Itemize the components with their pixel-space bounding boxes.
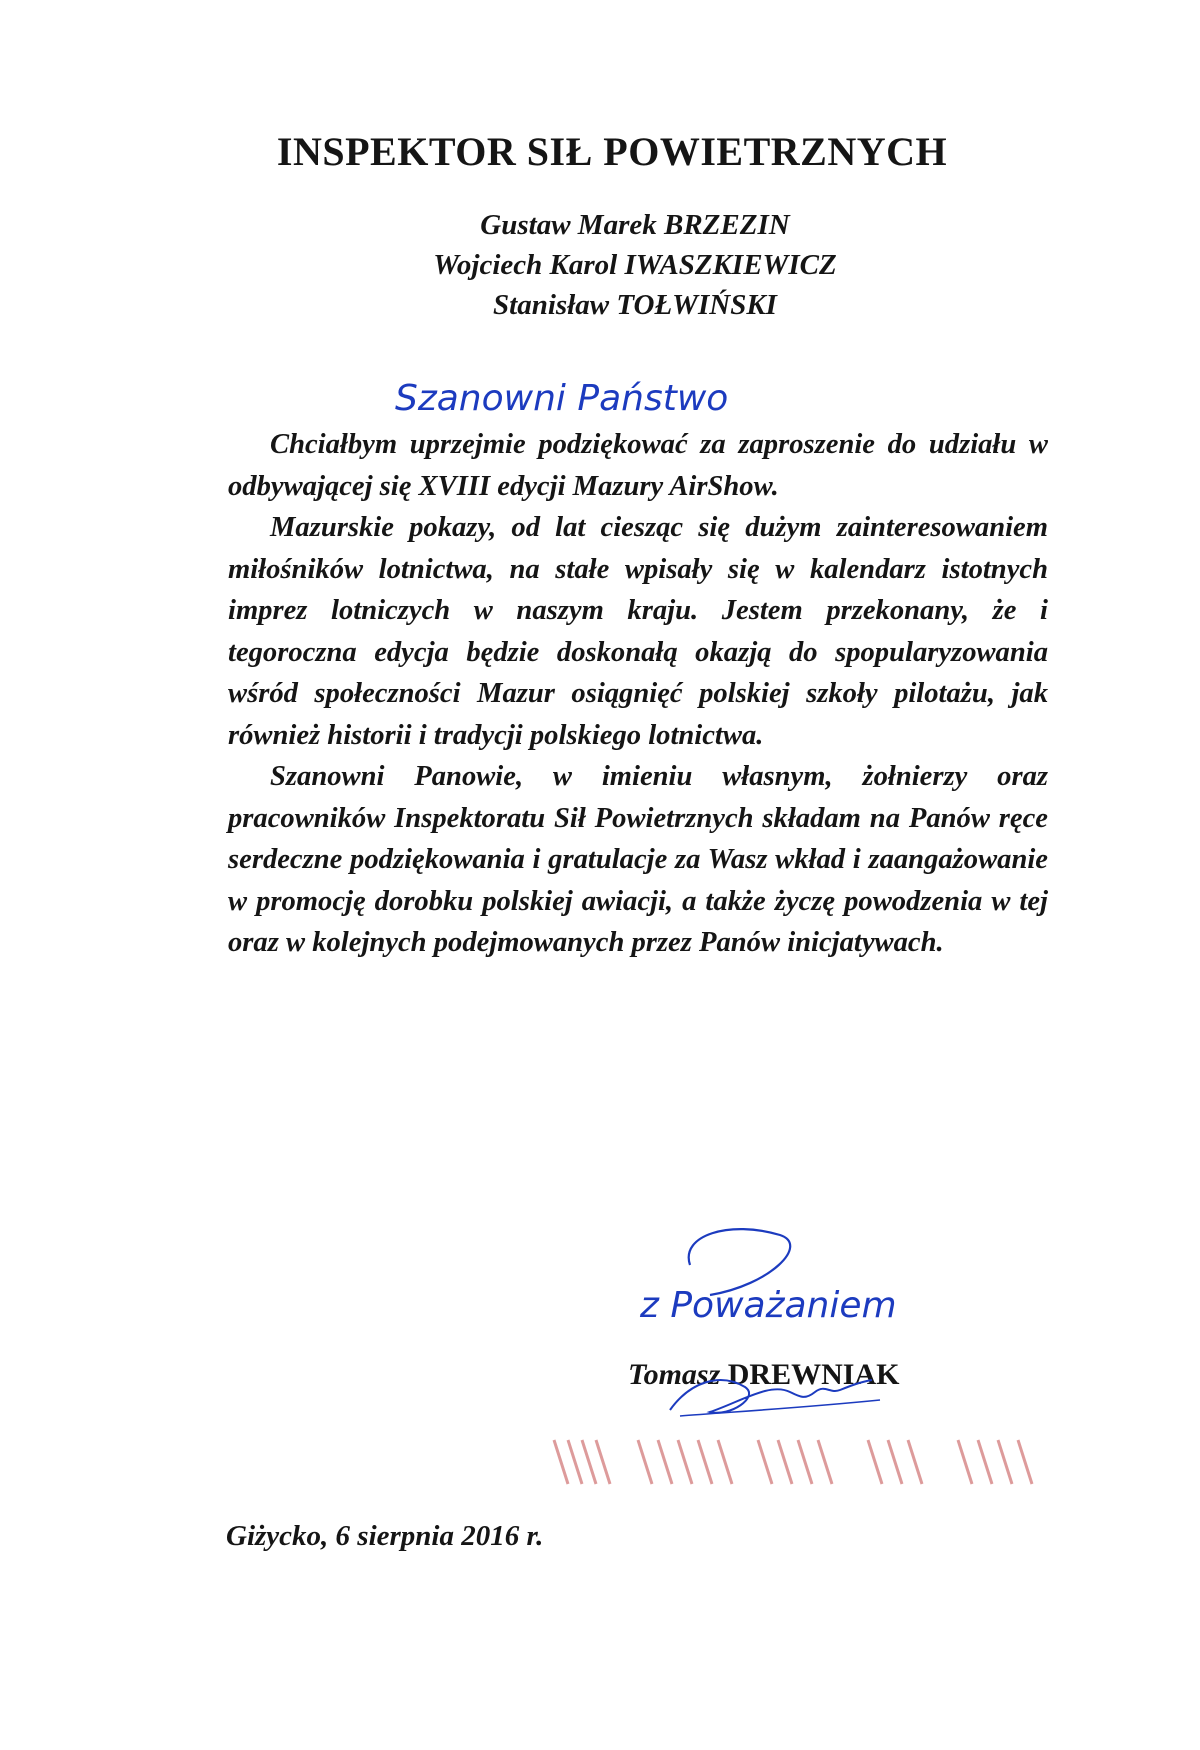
salutation-text: Szanowni Państwo (395, 378, 729, 419)
handwritten-signature (650, 1352, 910, 1432)
recipient-name: Wojciech Karol IWASZKIEWICZ (433, 249, 837, 281)
recipient-name: Stanisław TOŁWIŃSKI (493, 289, 777, 321)
signature-underline (680, 1400, 880, 1416)
letter-body (228, 424, 1048, 964)
body-paragraph: Szanowni Panowie, w imieniu własnym, żołnierzy oraz pracowników Inspektoratu Sił Powietrznych składam na Panów ręce serdeczne podziękowania i gratulacje za Wasz wkład i zaangażowanie w promocję dorobku polskiej awiacji, a także życzę powodzenia w tej oraz w kolejnych podejmowanych przez Panów inicjatywach. (228, 761, 1048, 958)
signer-first-name: Tomasz (628, 1358, 721, 1391)
body-paragraph: Chciałbym uprzejmie podziękować za zaproszenie do udziału w odbywającej się XVIII edycji Mazury AirShow. (228, 429, 1048, 502)
place-and-date: Giżycko, 6 sierpnia 2016 r. (226, 1520, 544, 1552)
letter-title: INSPEKTOR SIŁ POWIETRZNYCH (276, 129, 948, 174)
signer-surname: DREWNIAK (727, 1358, 900, 1391)
recipient-list (0, 205, 1200, 325)
handwritten-closing (620, 1225, 1040, 1335)
recipient-name: Gustaw Marek BRZEZIN (480, 209, 790, 241)
body-paragraph: Mazurskie pokazy, od lat ciesząc się dużym zainteresowaniem miłośników lotnictwa, na stałe wpisały się w kalendarz istotnych imprez lotniczych w naszym kraju. Jestem przekonany, że i tegoroczna edycja będzie doskonałą okazją do spopularyzowania wśród społeczności Mazur osiągnięć polskiej szkoły pilotażu, jak również historii i tradycji polskiego lotnictwa. (228, 512, 1048, 751)
signature-stroke (670, 1380, 872, 1413)
handwritten-salutation (395, 345, 1005, 435)
closing-text: z Poważaniem (640, 1285, 897, 1326)
faded-stamp (548, 1432, 1048, 1490)
